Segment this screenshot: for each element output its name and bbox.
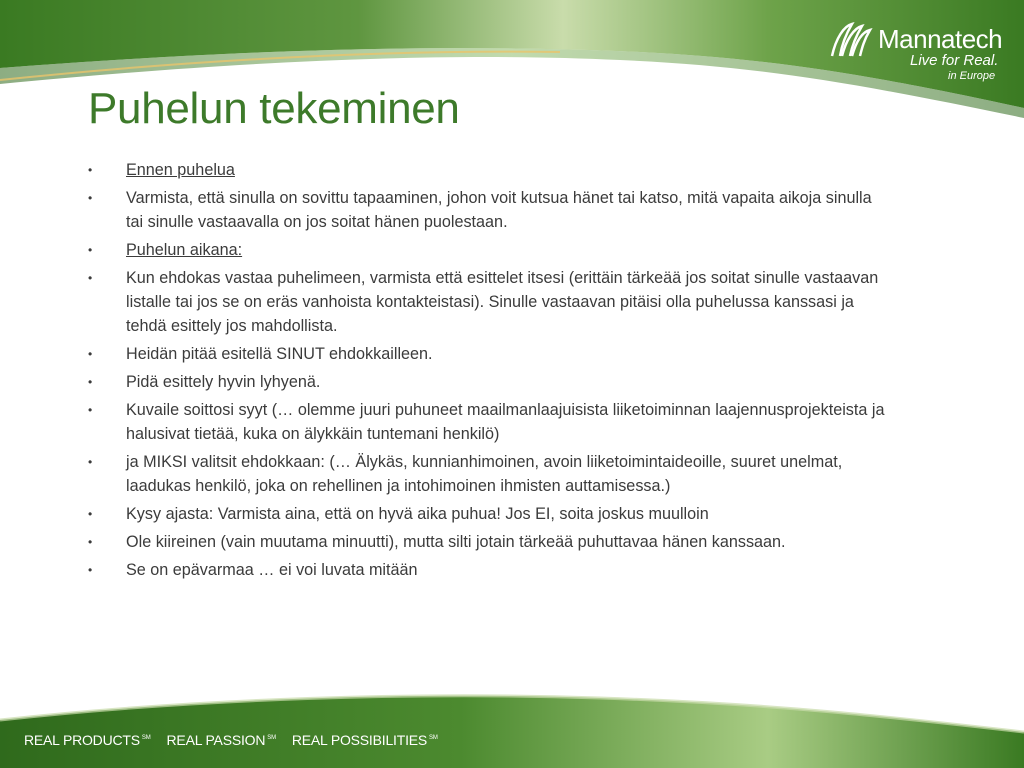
bullet-text: Kun ehdokas vastaa puhelimeen, varmista että esittelet itsesi (erittäin tärkeää jos soitat sinulle vastaavan listalle tai jos se on eräs vanhoista kontakteistasi). Sinulle vastaavan pitäisi olla puhelussa kanssasi ja tehdä esittely jos mahdollista. bbox=[126, 269, 879, 335]
bullet-dot-icon: • bbox=[88, 191, 93, 205]
bullet-dot-icon: • bbox=[88, 455, 93, 469]
bullet-text: Heidän pitää esitellä SINUT ehdokkailleen. bbox=[126, 345, 433, 363]
bullet-item bbox=[88, 502, 888, 526]
bullet-dot-icon: • bbox=[88, 507, 93, 521]
footer-tagline bbox=[24, 732, 454, 748]
footer-wave-graphic bbox=[0, 690, 1024, 768]
bullet-item bbox=[88, 342, 888, 366]
mannatech-swirl-icon bbox=[826, 18, 874, 66]
brand-region: in Europe bbox=[948, 70, 996, 82]
section-heading: Ennen puhelua bbox=[126, 161, 235, 179]
bullet-dot-icon: • bbox=[88, 163, 93, 177]
bullet-item bbox=[88, 450, 888, 498]
bullet-item bbox=[88, 238, 888, 262]
bullet-dot-icon: • bbox=[88, 535, 93, 549]
service-mark: SM bbox=[267, 735, 276, 741]
footer-tag bbox=[292, 732, 438, 748]
bullet-text: Kysy ajasta: Varmista aina, että on hyvä aika puhua! Jos EI, soita joskus muulloin bbox=[126, 505, 709, 523]
section-heading: Puhelun aikana: bbox=[126, 241, 243, 259]
bullet-list bbox=[88, 158, 888, 586]
bullet-item bbox=[88, 266, 888, 338]
bullet-item bbox=[88, 370, 888, 394]
bullet-item bbox=[88, 558, 888, 582]
bullet-text: Se on epävarmaa … ei voi luvata mitään bbox=[126, 561, 418, 579]
footer-tag bbox=[167, 732, 276, 748]
brand-name: Mannatech bbox=[878, 24, 1003, 54]
bullet-text: Ole kiireinen (vain muutama minuutti), mutta silti jotain tärkeää puhuttavaa hänen kanssaan. bbox=[126, 533, 786, 551]
bullet-dot-icon: • bbox=[88, 375, 93, 389]
bullet-item bbox=[88, 398, 888, 446]
bullet-item bbox=[88, 530, 888, 554]
footer-tag-label: REAL POSSIBILITIES bbox=[291, 732, 428, 748]
footer-tag-label: REAL PRODUCTS bbox=[24, 732, 140, 748]
brand-tagline: Live for Real. bbox=[910, 52, 999, 69]
bullet-item bbox=[88, 158, 888, 182]
bullet-item bbox=[88, 186, 888, 234]
service-mark: SM bbox=[141, 735, 151, 741]
bullet-dot-icon: • bbox=[88, 271, 93, 285]
footer-tag-label: REAL PASSION bbox=[166, 732, 266, 748]
service-mark: SM bbox=[429, 735, 438, 741]
bullet-dot-icon: • bbox=[88, 347, 93, 361]
bullet-dot-icon: • bbox=[88, 563, 93, 577]
bullet-text: Kuvaile soittosi syyt (… olemme juuri puhuneet maailmanlaajuisista liiketoiminnan laajennusprojekteista ja halusivat tietää, kuka on älykkäin tuntemani henkilö) bbox=[126, 401, 885, 443]
bullet-text: Varmista, että sinulla on sovittu tapaaminen, johon voit kutsua hänet tai katso, mitä vapaita aikoja sinulla tai sinulle vastaavalla on jos soitat hänen puolestaan. bbox=[126, 189, 872, 231]
bullet-text: Pidä esittely hyvin lyhyenä. bbox=[126, 373, 321, 391]
bullet-dot-icon: • bbox=[88, 243, 93, 257]
bullet-dot-icon: • bbox=[88, 403, 93, 417]
bullet-text: ja MIKSI valitsit ehdokkaan: (… Älykäs, kunnianhimoinen, avoin liiketoimintaideoille, suuret unelmat, laadukas henkilö, joka on rehellinen ja intohimoinen ihmisten auttamisessa.) bbox=[126, 453, 843, 495]
slide-title: Puhelun tekeminen bbox=[88, 84, 460, 133]
footer-tag bbox=[24, 732, 151, 748]
mannatech-logo bbox=[826, 18, 1006, 86]
